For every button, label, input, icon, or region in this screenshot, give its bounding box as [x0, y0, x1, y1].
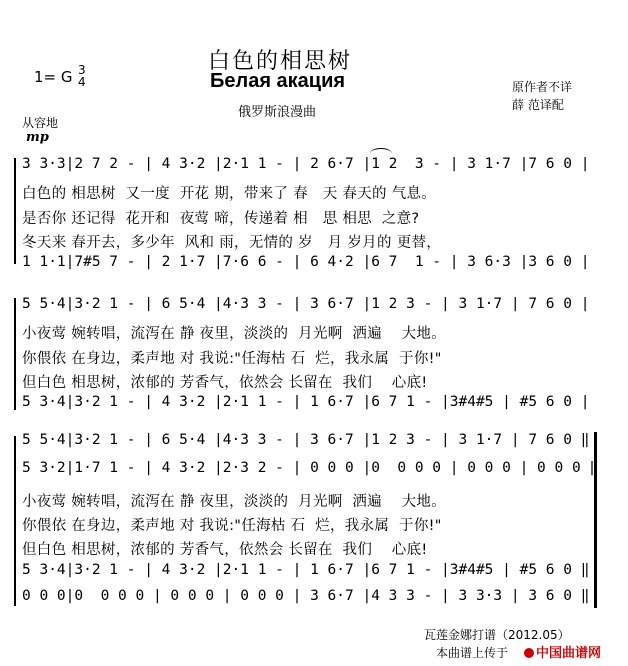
notation-row: 5 3·2|1·7 1 - | 4 3·2 |2·3 2 - | 0 0 0 |0 0 0 0 | 0 0 0 | 0 0 0 ‖ [22, 460, 599, 476]
lyric-row: 白色的 相思树 又一度 开花 期，带来了 春 天 春天的 气息。 [22, 186, 437, 202]
arranger: 薛 范译配 [512, 98, 564, 112]
notation-row: 5 3·4|3·2 1 - | 4 3·2 |2·1 1 - | 1 6·7 |6 7 1 - |3#4#5 | #5 6 0 | [22, 394, 590, 410]
logo-icon [524, 648, 534, 658]
tempo-marking: 从容地 [22, 116, 59, 130]
title-chinese: 白色的相思树 [208, 49, 353, 74]
final-barline [594, 432, 597, 608]
lyric-row: 冬天来 春开去，多少年 风和 雨，无情的 岁 月 岁月的 更替， [22, 235, 442, 251]
subtitle: 俄罗斯浪漫曲 [238, 105, 317, 120]
lyric-row: 是否你 还记得 花开和 夜莺 啼，传递着 相 思 相思 之意? [22, 211, 420, 227]
key-signature: 1= G [34, 68, 73, 86]
author: 原作者不详 [512, 80, 573, 94]
lyric-row: 但白色 相思树，浓郁的 芳香气，依然会 长留在 我们 心底! [22, 542, 428, 558]
notation-row: 3 3·3|2 7 2 - | 4 3·2 |2·1 1 - | 2 6·7 |1 2 3 - | 3 1·7 |7 6 0 | [22, 156, 590, 172]
logo-text: 中国曲谱网 [536, 645, 602, 660]
time-sig-top: 3 [78, 63, 86, 77]
lyric-row: 小夜莺 婉转唱，流泻在 静 夜里，淡淡的 月光啊 洒遍 大地。 [22, 494, 446, 510]
system-bracket [14, 158, 16, 264]
site-logo[interactable] [524, 642, 601, 661]
system-bracket [14, 298, 16, 410]
time-signature [78, 64, 86, 88]
dynamic-marking: mp [26, 130, 49, 145]
lyric-row: 但白色 相思树，浓郁的 芳香气，依然会 长留在 我们 心底! [22, 375, 428, 391]
notation-row: 0 0 0|0 0 0 0 | 0 0 0 | 0 0 0 | 3 6·7 |4 3 3 - | 3 3·3 | 3 6 0 ‖ [22, 588, 590, 604]
notation-row: 5 3·4|3·2 1 - | 4 3·2 |2·1 1 - | 1 6·7 |6 7 1 - |3#4#5 | #5 6 0 ‖ [22, 562, 590, 578]
upload-note: 本曲谱上传于 [436, 646, 509, 660]
notation-row: 5 5·4|3·2 1 - | 6 5·4 |4·3 3 - | 3 6·7 |1 2 3 - | 3 1·7 | 7 6 0 | [22, 296, 590, 312]
notation-row: 1 1·1|7#5 7 - | 2 1·7 |7·6 6 - | 6 4·2 |6 7 1 - | 3 6·3 |3 6 0 | [22, 254, 590, 270]
notation-row: 5 5·4|3·2 1 - | 6 5·4 |4·3 3 - | 3 6·7 |1 2 3 - | 3 1·7 | 7 6 0 ‖ [22, 432, 590, 448]
lyric-row: 小夜莺 婉转唱，流泻在 静 夜里，淡淡的 月光啊 洒遍 大地。 [22, 326, 446, 342]
lyric-row: 你偎依 在身边，柔声地 对 我说:"任海枯 石 烂，我永属 于你!" [22, 518, 442, 534]
title-russian: Белая акация [210, 70, 346, 92]
lyric-row: 你偎依 在身边，柔声地 对 我说:"任海枯 石 烂，我永属 于你!" [22, 351, 442, 367]
transcriber-credit: 瓦莲金娜打谱（2012.05） [424, 628, 570, 642]
system-bracket [14, 436, 16, 606]
time-sig-bottom: 4 [78, 75, 86, 89]
